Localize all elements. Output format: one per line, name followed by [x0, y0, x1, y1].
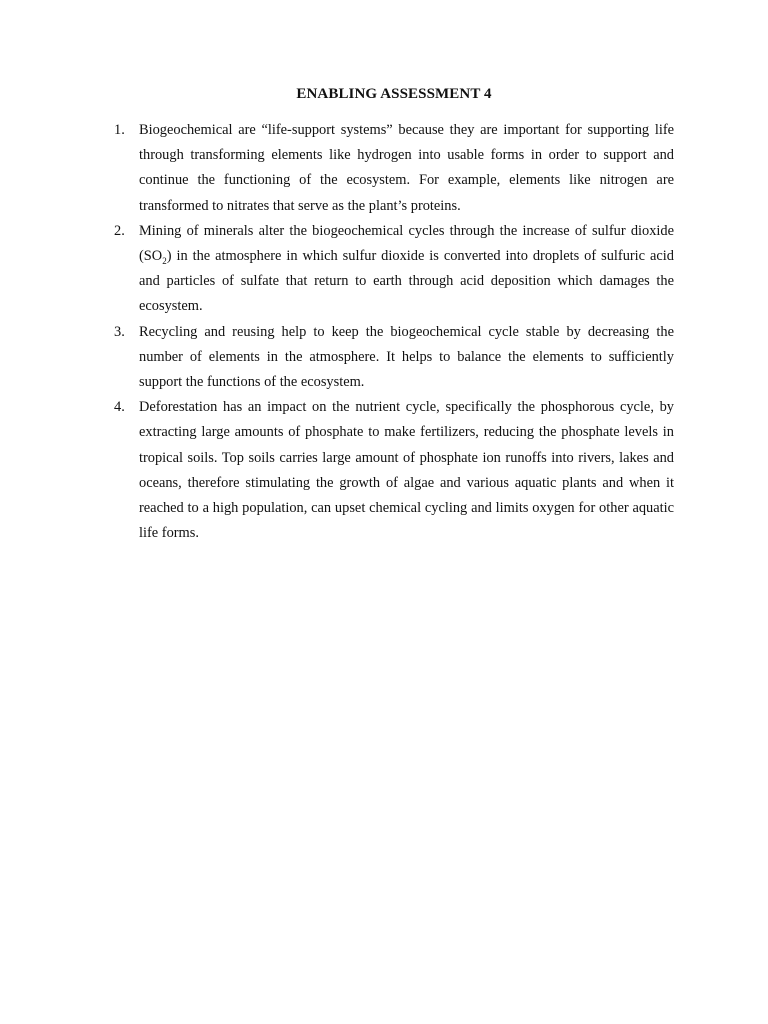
- item-text-before: Mining of minerals alter the biogeochemical cycles through the increase of sulfur dioxide (SO: [139, 222, 674, 265]
- item-number: 4.: [114, 399, 125, 416]
- item-text: [139, 223, 674, 315]
- item-number: 1.: [114, 122, 125, 138]
- subscript: 2: [162, 255, 167, 266]
- list-item-1: [114, 118, 674, 219]
- list-item-2: [114, 219, 674, 320]
- item-number: 3.: [114, 323, 125, 340]
- item-text-after: ) in the atmosphere in which sulfur dioxide is converted into droplets of sulfuric acid and particles of sulfate that return to earth through acid deposition which damages the ecosystem.: [139, 248, 674, 315]
- answer-list: [114, 118, 674, 546]
- item-text: Deforestation has an impact on the nutrient cycle, specifically the phosphorous cycle, by extracting large amounts of phosphate to make fertilizers, reducing the phosphate levels in tropical soils. Top soils carries large amount of phosphate ion runoffs into rivers, lakes and oceans, therefore stimulating the growth of algae and various aquatic plants and when it reached to a high population, can upset chemical cycling and limits oxygen for other aquatic life forms.: [139, 399, 674, 542]
- item-text: Biogeochemical are “life-support systems” because they are important for supporting life through transforming elements like hydrogen into usable forms in order to support and continue the functioning of the ecosystem. For example, elements like nitrogen are transformed to nitrates that serve as the plant’s proteins.: [139, 122, 674, 214]
- list-item-4: [114, 395, 674, 546]
- list-item-3: [114, 320, 674, 396]
- page-title: ENABLING ASSESSMENT 4: [296, 86, 492, 102]
- item-text: Recycling and reusing help to keep the biogeochemical cycle stable by decreasing the number of elements in the atmosphere. It helps to balance the elements to sufficiently support the functions of the ecosystem.: [139, 323, 674, 391]
- item-number: 2.: [114, 222, 125, 239]
